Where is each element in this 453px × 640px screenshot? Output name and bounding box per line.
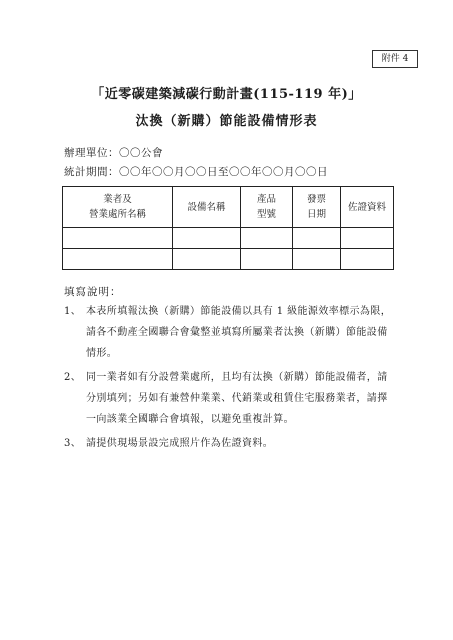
attachment-label: 附件 4 [372,50,418,68]
note-item [64,433,394,454]
document-subtitle: 汰換（新購）節能設備情形表 [135,114,318,129]
note-number: 2、 [64,372,82,383]
note-text: 請提供現場景設完成照片作為佐證資料。 [86,438,274,449]
table-cell[interactable] [341,249,394,270]
header-invoice-date-line2: 日期 [306,209,326,220]
table-cell[interactable] [63,228,173,249]
organizer-unit: 辦理單位：〇〇公會 [64,147,163,159]
header-equipment-name-line1: 設備名稱 [187,201,226,213]
note-item [64,301,394,364]
table-cell[interactable] [173,228,241,249]
notes-title: 填寫說明： [64,286,122,298]
note-number: 3、 [64,438,82,449]
table-header-row [63,187,394,228]
note-text: 本表所填報汰換（新購）節能設備以具有 1 級能源效率標示為限，請各不動產全國聯合會彙整並填寫所屬業者汰換（新購）節能設備情形。 [86,306,392,359]
header-product-model-line2: 型號 [256,209,276,220]
table-cell[interactable] [241,228,293,249]
header-product-model-line1: 產品 [256,194,276,205]
header-product-model [241,187,293,228]
table-cell[interactable] [63,249,173,270]
table-cell[interactable] [173,249,241,270]
note-number: 1、 [64,306,82,317]
header-invoice-date [293,187,341,228]
table-cell[interactable] [241,249,293,270]
note-text: 同一業者如有分設營業處所，且均有汰換（新購）節能設備者，請分別填列；另如有兼營仲業業、代銷業或租賃住宅服務業者，請擇一向該業全國聯合會填報，以避免重複計算。 [86,372,388,425]
header-business-name-line1: 業者及 [103,194,132,205]
header-evidence-line1: 佐證資料 [347,201,386,213]
table-row [63,228,394,249]
header-business-name-line2: 營業處所名稱 [88,209,146,220]
header-equipment-name [173,187,241,228]
table-cell[interactable] [293,249,341,270]
note-item [64,367,394,430]
header-business-name [63,187,173,228]
document-title: 「近零碳建築減碳行動計畫(115-119 年)」 [91,87,362,102]
table-row [63,249,394,270]
table-cell[interactable] [293,228,341,249]
equipment-table [62,186,394,270]
header-invoice-date-line1: 發票 [306,194,326,205]
header-evidence [341,187,394,228]
statistics-period: 統計期間：〇〇年〇〇月〇〇日至〇〇年〇〇月〇〇日 [64,166,328,178]
table-cell[interactable] [341,228,394,249]
